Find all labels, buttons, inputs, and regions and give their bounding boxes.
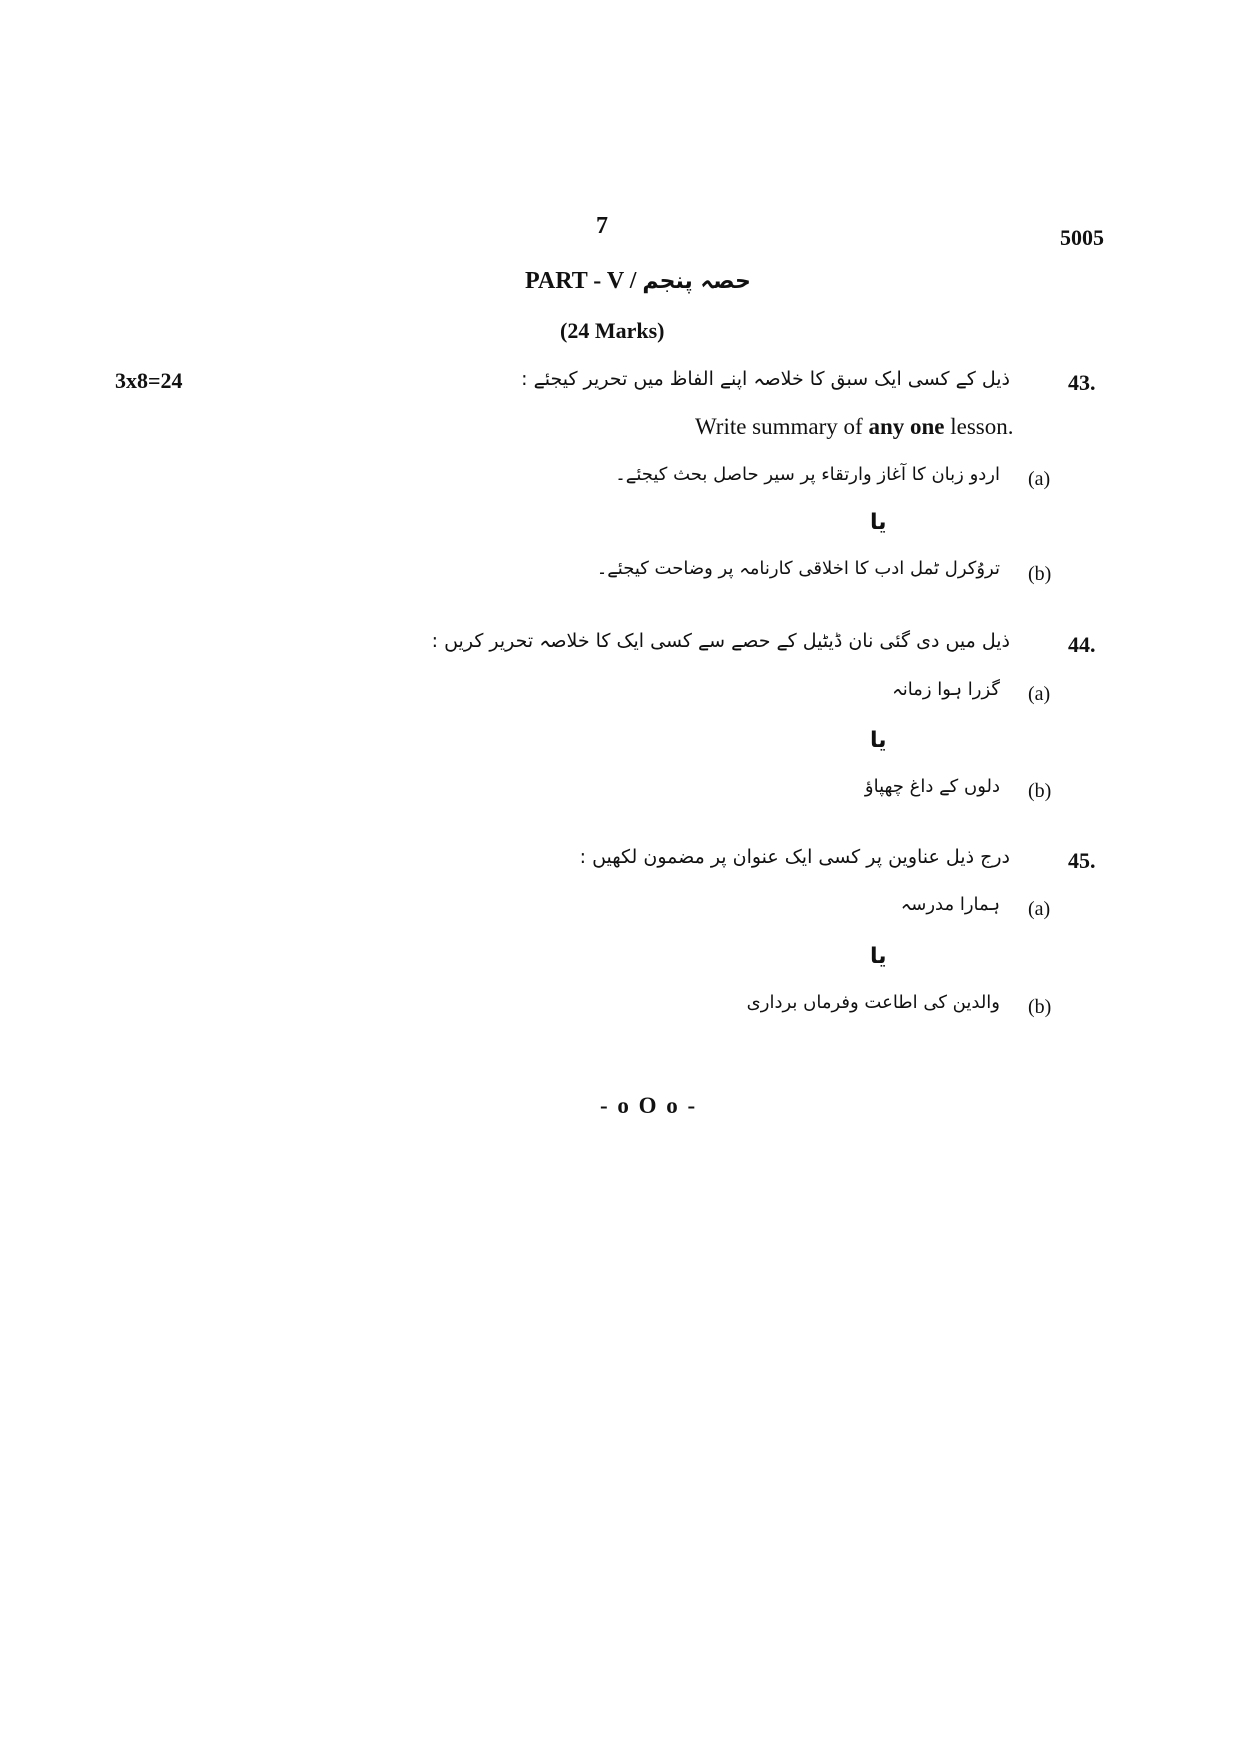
part-title-en: PART - V / <box>525 268 637 294</box>
part-title <box>525 268 751 295</box>
option-text: دلوں کے داغ چھپاؤ <box>864 776 1000 797</box>
option-text: تروُکرل ٹمل ادب کا اخلاقی کارنامہ پر وضاحت کیجئے۔ <box>596 558 1000 579</box>
option-label: (b) <box>1028 563 1052 585</box>
option-label: (b) <box>1028 996 1052 1018</box>
option-text: گزرا ہوا زمانہ <box>892 679 1000 700</box>
question-number: 43. <box>1068 370 1096 395</box>
or-divider: یا <box>870 510 887 535</box>
or-divider: یا <box>870 944 887 969</box>
option-label: (b) <box>1028 780 1052 802</box>
option-label: (a) <box>1028 683 1051 705</box>
question-number: 45. <box>1068 848 1096 873</box>
option-text: ہمارا مدرسہ <box>900 894 1000 915</box>
question-text-en-suffix: lesson. <box>944 414 1014 439</box>
question-text-en-prefix: Write summary of <box>695 414 869 439</box>
page-number: 7 <box>596 213 608 239</box>
question-text-en-bold: any one <box>868 414 945 439</box>
part-marks: (24 Marks) <box>560 318 665 343</box>
question-text-ur: ذیل کے کسی ایک سبق کا خلاصہ اپنے الفاظ میں تحریر کیجئے : <box>521 368 1010 390</box>
paper-code: 5005 <box>1060 225 1104 250</box>
question-text-en <box>695 414 1014 440</box>
question-text-ur: ذیل میں دی گئی نان ڈیٹیل کے حصے سے کسی ایک کا خلاصہ تحریر کریں : <box>431 630 1010 652</box>
question-number: 44. <box>1068 632 1096 657</box>
part-title-ur: حصہ پنجم <box>642 269 751 294</box>
marks-scheme: 3x8=24 <box>115 368 183 393</box>
option-label: (a) <box>1028 468 1051 490</box>
option-text: اردو زبان کا آغاز وارتقاء پر سیر حاصل بحث کیجئے۔ <box>615 464 1000 485</box>
or-divider: یا <box>870 728 887 753</box>
option-label: (a) <box>1028 898 1051 920</box>
option-text: والدین کی اطاعت وفرماں برداری <box>746 992 1000 1013</box>
end-of-paper-mark: - o O o - <box>600 1093 698 1118</box>
question-text-ur: درج ذیل عناوین پر کسی ایک عنوان پر مضمون لکھیں : <box>579 846 1010 868</box>
